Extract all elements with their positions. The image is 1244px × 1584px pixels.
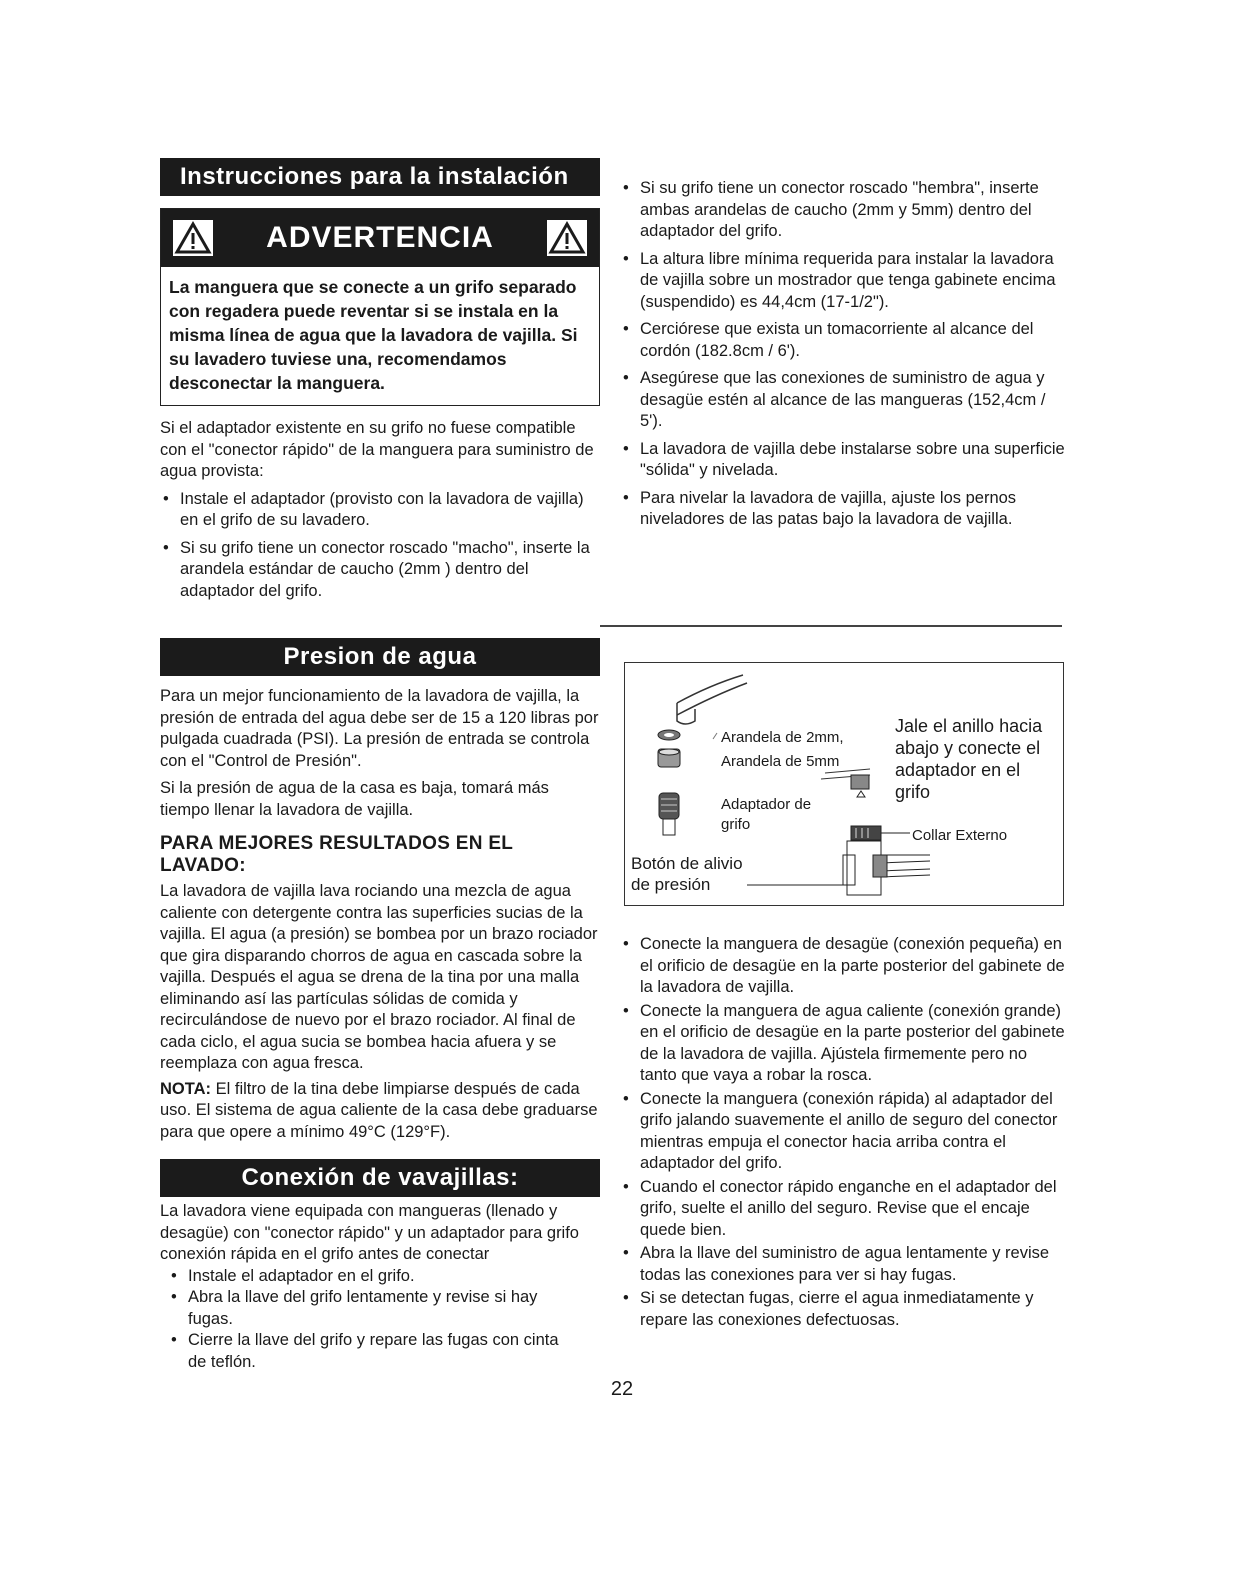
washer-2mm-label: Arandela de 2mm, <box>721 729 844 746</box>
washer-5mm-label: Arandela de 5mm <box>721 753 840 770</box>
warning-triangle-icon <box>547 220 587 256</box>
install-intro: Si el adaptador existente en su grifo no fuese compatible con el "conector rápido" de la manguera para suministro de agua provista: <box>160 419 594 480</box>
page-number: 22 <box>610 1378 634 1400</box>
pressure-heading: Presion de agua <box>160 638 600 676</box>
list-item: • La lavadora de vajilla debe instalarse sobre una superficie "sólida" y nivelada. <box>620 439 1070 482</box>
list-item: • La altura libre mínima requerida para instalar la lavadora de vajilla sobre un mostrador que tenga gabinete encima (suspendido) es 44,4cm (17-1/2"). <box>620 249 1070 314</box>
install-left-list <box>160 489 600 603</box>
list-item: • Abra la llave del grifo lentamente y revise si hay fugas. <box>168 1287 600 1330</box>
faucet-adapter-diagram <box>624 662 1064 906</box>
pull-ring-instructions: Jale el anillo hacia abajo y conecte el adaptador en el grifo <box>895 716 1043 802</box>
relief-label-line1: Botón de alivio <box>631 854 743 873</box>
note-paragraph <box>160 1079 600 1144</box>
installation-heading: Instrucciones para la instalación <box>160 158 600 196</box>
warning-title: ADVERTENCIA <box>266 221 494 254</box>
list-item: • Para nivelar la lavadora de vajilla, ajuste los pernos niveladores de las patas bajo la lavadora de vajilla. <box>620 488 1070 531</box>
note-text: El filtro de la tina debe limpiarse después de cada uso. El sistema de agua caliente de la casa debe graduarse para que opere a mínimo 49°C (129°F). <box>160 1079 598 1141</box>
right-column-top <box>620 178 1070 537</box>
list-item: • Si su grifo tiene un conector roscado "hembra", inserte ambas arandelas de caucho (2mm y 5mm) dentro del adaptador del grifo. <box>620 178 1070 243</box>
warning-header <box>161 209 599 267</box>
list-item: • Si se detectan fugas, cierre el agua inmediatamente y repare las conexiones defectuosas. <box>620 1288 1066 1331</box>
install-right-list <box>620 178 1070 531</box>
list-item: • Cuando el conector rápido enganche en el adaptador del grifo, suelte el anillo del seguro. Revise que el encaje quede bien. <box>620 1177 1066 1242</box>
note-label: NOTA: <box>160 1079 212 1098</box>
results-paragraph: La lavadora de vajilla lava rociando una mezcla de agua caliente con detergente contra las superficies sucias de la vajilla. El agua (a presión) se bombea por un brazo rociador que gira disparando chorros de agua en cascada sobre la vajilla. Después el agua se drena de la tina por una malla eliminando así las partículas sólidas de comida y recirculándose de nuevo por el brazo rociador. Al final de cada ciclo, el agua sucia se bombea hacia afuera y se reemplaza con agua fresca. <box>160 882 598 1072</box>
connection-steps-list <box>620 934 1066 1333</box>
pressure-paragraph-1: Para un mejor funcionamiento de la lavadora de vajilla, la presión de entrada del agua debe ser de 15 a 120 libras por pulgada cuadrada (PSI). La presión de entrada se controla con el "Control de Presión". <box>160 687 599 770</box>
warning-box <box>160 208 600 406</box>
warning-text: La manguera que se conecte a un grifo separado con regadera puede reventar si se instala en la misma línea de agua que la lavadora de vajilla. Si su lavadero tuviese una, recomendamos desconectar la manguera. <box>169 277 578 393</box>
list-item: • Cierre la llave del grifo y repare las fugas con cinta de teflón. <box>168 1330 600 1373</box>
adapter-label-line2: grifo <box>721 816 751 833</box>
connection-heading: Conexión de vavajillas: <box>160 1159 600 1197</box>
list-item: • Instale el adaptador (provisto con la lavadora de vajilla) en el grifo de su lavadero. <box>160 489 600 532</box>
list-item: • Instale el adaptador en el grifo. <box>168 1266 600 1288</box>
list-item: • Abra la llave del suministro de agua lentamente y revise todas las conexiones para ver si hay fugas. <box>620 1243 1066 1286</box>
collar-label: Collar Externo <box>912 827 1008 844</box>
left-column <box>160 158 600 1373</box>
results-subheading: PARA MEJORES RESULTADOS EN EL LAVADO: <box>160 833 513 876</box>
connection-intro: La lavadora viene equipada con mangueras (llenado y desagüe) con "conector rápido" y un adaptador para grifo conexión rápida en el grifo antes de conectar <box>160 1202 579 1263</box>
list-item: • Si su grifo tiene un conector roscado "macho", inserte la arandela estándar de caucho (2mm ) dentro del adaptador del grifo. <box>160 538 600 603</box>
list-item: • Conecte la manguera de agua caliente (conexión grande) en el orificio de desagüe en la parte posterior del gabinete de la lavadora de vajilla. Ajústela firmemente pero no tanto que vaya a robar la rosca. <box>620 1001 1066 1087</box>
list-item: • Asegúrese que las conexiones de suministro de agua y desagüe estén al alcance de las mangueras (152,4cm / 5'). <box>620 368 1070 433</box>
warning-triangle-icon <box>173 220 213 256</box>
section-divider <box>600 625 1062 627</box>
list-item: • Cerciórese que exista un tomacorriente al alcance del cordón (182.8cm / 6'). <box>620 319 1070 362</box>
pressure-paragraph-2: Si la presión de agua de la casa es baja, tomará más tiempo llenar la lavadora de vajilla. <box>160 779 549 819</box>
list-item: • Conecte la manguera de desagüe (conexión pequeña) en el orificio de desagüe en la parte posterior del gabinete de la lavadora de vajilla. <box>620 934 1066 999</box>
adapter-label-line1: Adaptador de <box>721 796 812 813</box>
connection-list <box>168 1266 600 1374</box>
list-item: • Conecte la manguera (conexión rápida) al adaptador del grifo jalando suavemente el anillo de seguro del conector mientras empuja el conector hacia arriba contra el adaptador del grifo. <box>620 1089 1066 1175</box>
relief-label-line2: de presión <box>631 875 711 894</box>
